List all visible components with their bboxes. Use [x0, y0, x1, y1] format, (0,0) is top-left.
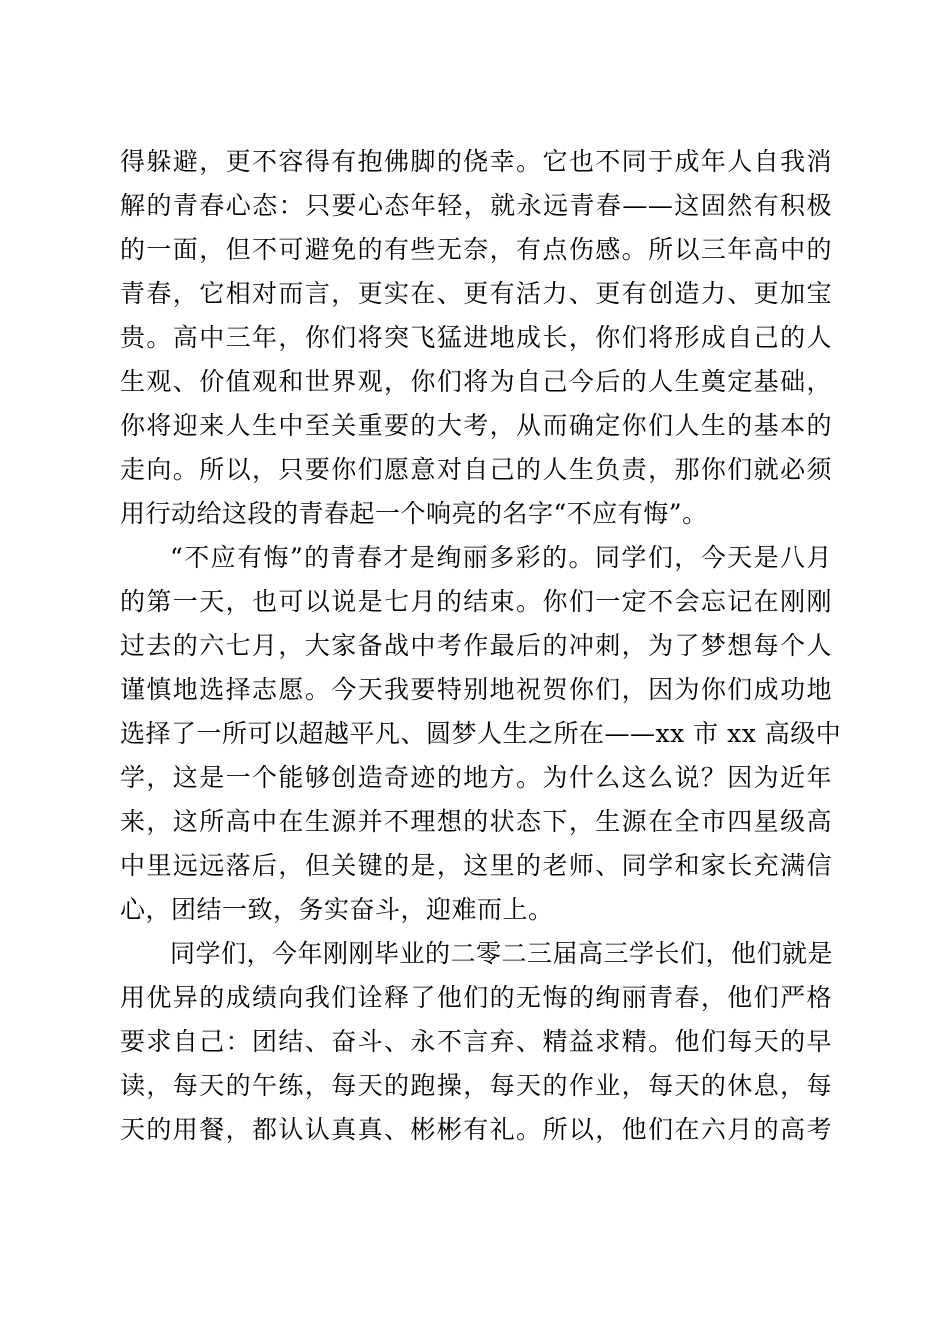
text-line: 你将迎来人生中至关重要的大考，从而确定你们人生的基本的	[120, 411, 832, 440]
body-text	[120, 140, 842, 1152]
text-line: 谨慎地选择志愿。今天我要特别地祝贺你们，因为你们成功地	[120, 675, 832, 704]
text-line: 用优异的成绩向我们诠释了他们的无悔的绚丽青春，他们严格	[120, 983, 832, 1012]
text-line: 来，这所高中在生源并不理想的状态下，生源在全市四星级高	[120, 807, 832, 836]
text-line: 的第一天，也可以说是七月的结束。你们一定不会忘记在刚刚	[120, 587, 832, 616]
text-line: 青春，它相对而言，更实在、更有活力、更有创造力、更加宝	[120, 279, 832, 308]
text-line: 天的用餐，都认认真真、彬彬有礼。所以，他们在六月的高考	[120, 1115, 832, 1144]
paragraph-start-line: 同学们，今年刚刚毕业的二零二三届高三学长们，他们就是	[170, 939, 834, 968]
text-line: 解的青春心态：只要心态年轻，就永远青春——这固然有积极	[120, 191, 832, 220]
paragraph-end-line: 心，团结一致，务实奋斗，迎难而上。	[120, 895, 554, 924]
paragraph-end-line: 用行动给这段的青春起一个响亮的名字“不应有悔”。	[120, 499, 708, 528]
text-line: 读，每天的午练，每天的跑操，每天的作业，每天的休息，每	[120, 1071, 832, 1100]
text-line: 贵。高中三年，你们将突飞猛进地成长，你们将形成自己的人	[120, 323, 832, 352]
text-line: 学，这是一个能够创造奇迹的地方。为什么这么说？因为近年	[120, 763, 832, 792]
text-line: 要求自己：团结、奋斗、永不言弃、精益求精。他们每天的早	[120, 1027, 832, 1056]
text-line: 过去的六七月，大家备战中考作最后的冲刺，为了梦想每个人	[120, 631, 832, 660]
text-line: 选择了一所可以超越平凡、圆梦人生之所在——xx 市 xx 高级中	[120, 719, 842, 748]
text-line: 走向。所以，只要你们愿意对自己的人生负责，那你们就必须	[120, 455, 832, 484]
text-line: 的一面，但不可避免的有些无奈，有点伤感。所以三年高中的	[120, 235, 832, 264]
text-line: 中里远远落后，但关键的是，这里的老师、同学和家长充满信	[120, 851, 832, 880]
text-line: 得躲避，更不容得有抱佛脚的侥幸。它也不同于成年人自我消	[120, 147, 832, 176]
text-line: 生观、价值观和世界观，你们将为自己今后的人生奠定基础，	[120, 367, 832, 396]
paragraph-start-line: “不应有悔”的青春才是绚丽多彩的。同学们，今天是八月	[170, 543, 832, 572]
